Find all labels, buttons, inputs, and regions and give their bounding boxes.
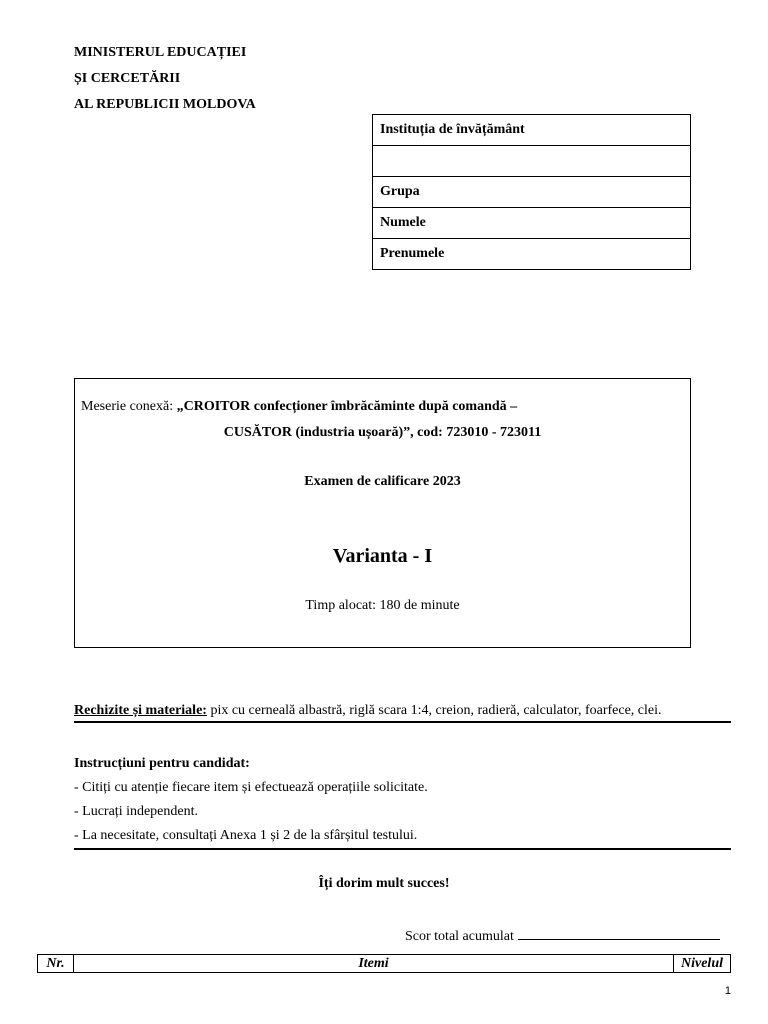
score-label: Scor total acumulat (405, 929, 514, 944)
exam-title: Examen de calificare 2023 (304, 474, 461, 489)
exam-info-box (74, 378, 691, 648)
candidate-info-table (372, 114, 691, 270)
time-allocated: Timp alocat: 180 de minute (305, 598, 460, 613)
instruction-item: - Citiți cu atenție fiecare item și efectuează operațiile solicitate. (74, 780, 428, 795)
instructions-heading: Instrucțiuni pentru candidat: (74, 756, 250, 771)
score-blank[interactable] (518, 926, 720, 940)
materials-label: Rechizite și materiale: (74, 703, 207, 718)
ministry-line: AL REPUBLICII MOLDOVA (74, 97, 256, 112)
occupation-prefix: Meserie conexă: (81, 399, 177, 414)
group-field[interactable]: Grupa (373, 177, 691, 208)
materials-line (74, 703, 731, 723)
last-name-field[interactable]: Numele (373, 208, 691, 239)
page-number: 1 (724, 985, 731, 997)
items-table-header-row (38, 955, 731, 973)
occupation-line-2: CUSĂTOR (industria ușoară)”, cod: 723010 - 723011 (223, 425, 542, 440)
occupation-line-1 (81, 399, 517, 415)
variant-title: Varianta - I (332, 545, 433, 567)
occupation-title: „CROITOR confecționer îmbrăcăminte după comandă – (176, 399, 518, 414)
total-score-line (405, 926, 720, 945)
first-name-field[interactable]: Prenumele (373, 239, 691, 270)
institution-field[interactable] (373, 146, 691, 177)
ministry-line: MINISTERUL EDUCAȚIEI (74, 45, 247, 60)
institution-label: Instituția de învățământ (373, 115, 691, 146)
instructions-block (74, 752, 731, 850)
column-header-items: Itemi (74, 955, 674, 973)
good-luck-message: Îți dorim mult succes! (318, 876, 450, 891)
materials-text: pix cu cerneală albastră, riglă scara 1:4, creion, radieră, calculator, foarfece, clei. (206, 703, 662, 718)
items-table (37, 954, 731, 973)
column-header-level: Nivelul (674, 955, 731, 973)
instruction-item: - Lucrați independent. (74, 804, 199, 819)
ministry-line: ȘI CERCETĂRII (74, 71, 181, 86)
instruction-item: - La necesitate, consultați Anexa 1 și 2 de la sfârșitul testului. (74, 828, 418, 843)
column-header-nr: Nr. (38, 955, 74, 973)
ministry-header (74, 40, 256, 118)
